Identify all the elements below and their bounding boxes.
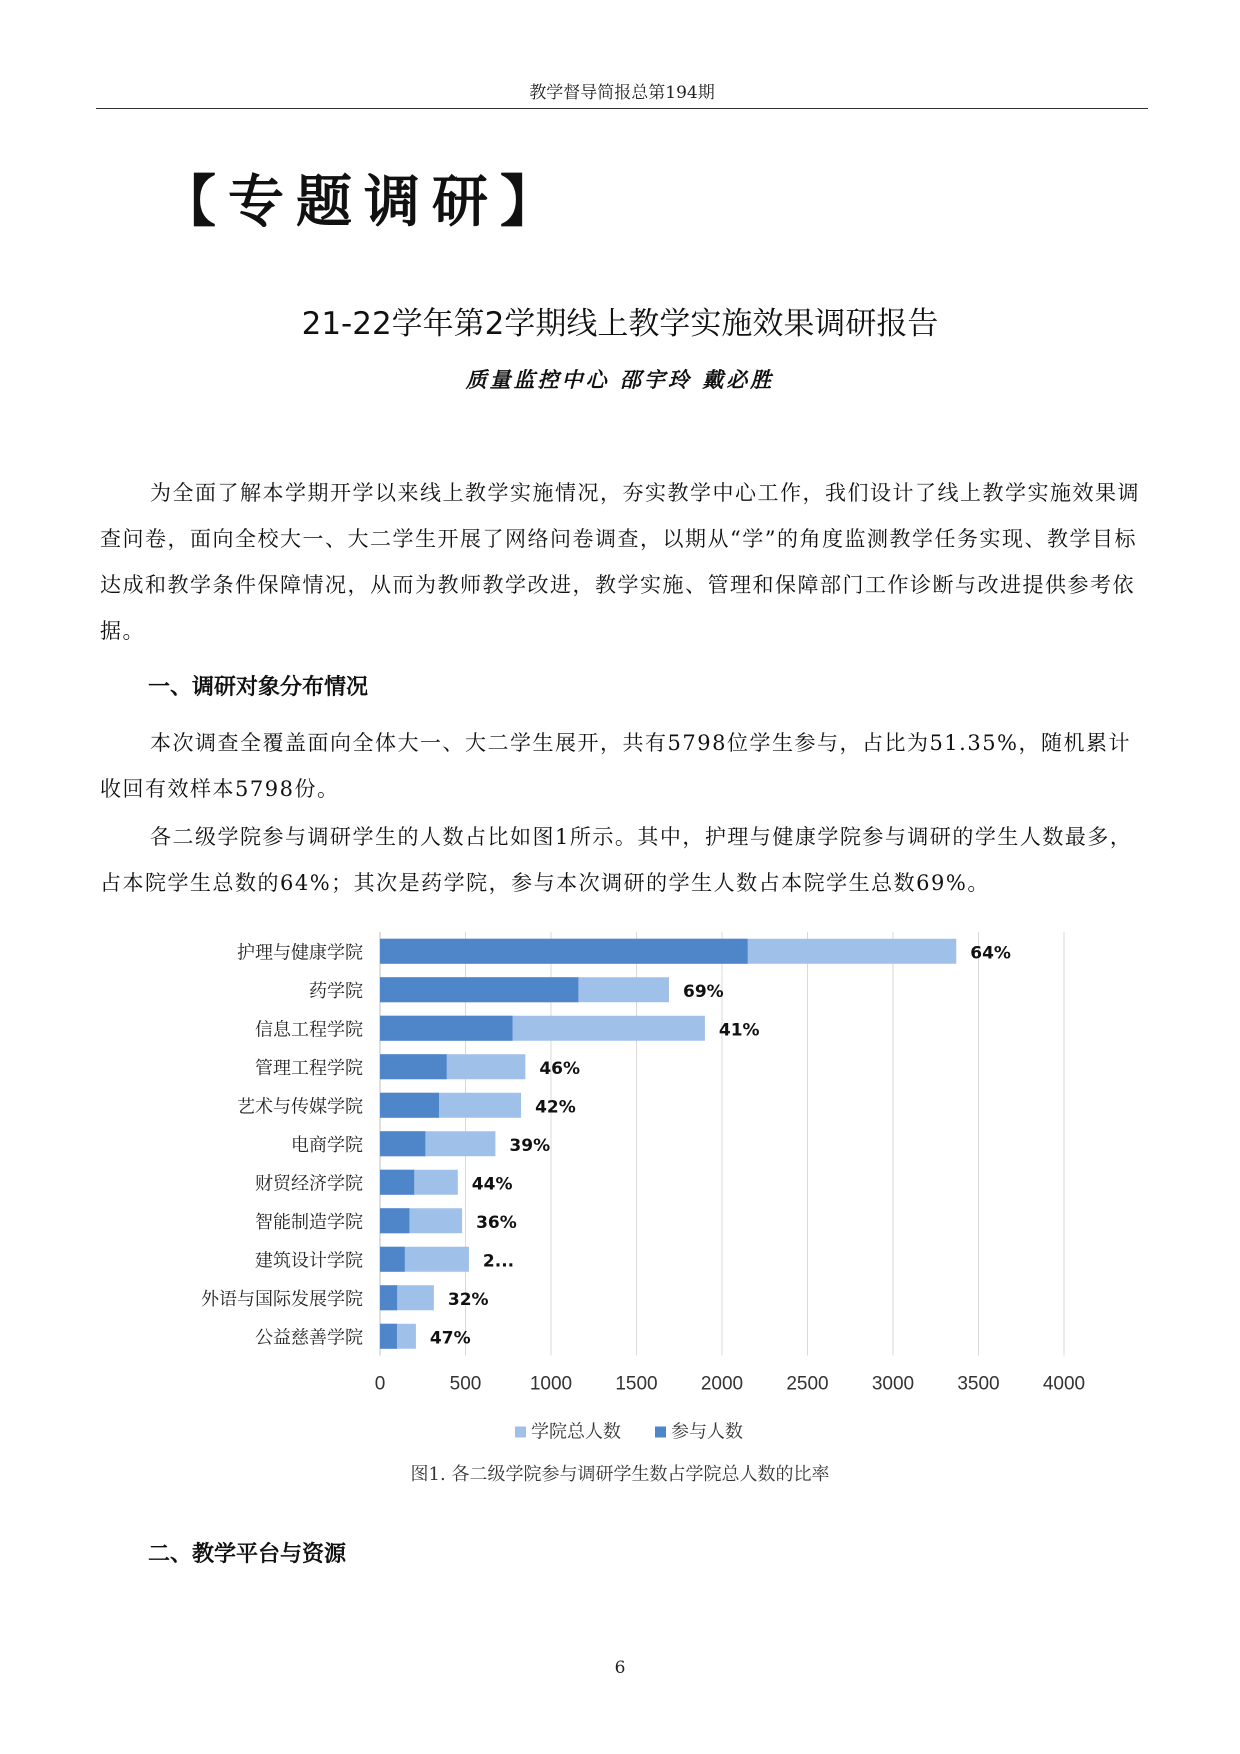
bar-participants — [380, 1093, 439, 1118]
survey-paragraph: 本次调查全覆盖面向全体大一、大二学生展开，共有5798位学生参与，占比为51.35%，随机累计收回有效样本5798份。 — [100, 731, 1132, 801]
category-label: 护理与健康学院 — [237, 942, 363, 964]
bar-participants — [380, 1054, 447, 1079]
data-label: 69% — [682, 981, 724, 1002]
bar-participants — [380, 1285, 397, 1310]
category-label: 药学院 — [309, 980, 363, 1002]
data-label: 39% — [509, 1135, 551, 1156]
category-label: 管理工程学院 — [255, 1057, 363, 1079]
bar-participants — [380, 939, 748, 964]
section-heading-2: 二、教学平台与资源 — [148, 1542, 347, 1567]
bar-participants — [380, 1208, 409, 1233]
distribution-paragraph: 各二级学院参与调研学生的人数占比如图1所示。其中，护理与健康学院参与调研的学生人数最多，占本院学生总数的64%；其次是药学院，参与本次调研的学生人数占本院学生总数69%。 — [100, 825, 1133, 895]
intro-paragraph: 为全面了解本学期开学以来线上教学实施情况，夯实教学中心工作，我们设计了线上教学实施效果调查问卷，面向全校大一、大二学生开展了网络问卷调查，以期从“学”的角度监测教学任务实现、教学目标达成和教学条件保障情况，从而为教师教学改进，教学实施、管理和保障部门工作诊断与改进提供参考依据。 — [100, 481, 1140, 643]
data-label: 47% — [429, 1328, 471, 1349]
legend-swatch — [655, 1427, 666, 1438]
bar-participants — [380, 1170, 414, 1195]
report-authors: 质量监控中心 邵宇玲 戴必胜 — [465, 367, 775, 392]
data-label: 36% — [476, 1212, 517, 1233]
category-label: 财贸经济学院 — [255, 1173, 363, 1195]
legend-swatch — [515, 1427, 526, 1438]
data-label: 64% — [970, 943, 1011, 964]
x-tick-label: 2500 — [786, 1373, 829, 1395]
category-label: 外语与国际发展学院 — [201, 1288, 363, 1310]
category-label: 电商学院 — [291, 1134, 363, 1156]
page-header — [96, 78, 1148, 109]
category-label: 信息工程学院 — [255, 1019, 363, 1041]
x-tick-label: 1500 — [615, 1373, 658, 1395]
x-tick-label: 2000 — [700, 1373, 744, 1395]
college-participation-chart — [160, 928, 1086, 1448]
legend-label: 学院总人数 — [531, 1421, 621, 1443]
legend-label: 参与人数 — [671, 1421, 743, 1443]
x-tick-label: 1000 — [529, 1373, 573, 1395]
category-label: 艺术与传媒学院 — [237, 1096, 363, 1118]
data-label: 42% — [535, 1097, 576, 1118]
bar-participants — [380, 1247, 405, 1272]
x-tick-label: 3000 — [871, 1373, 915, 1395]
data-label: 32% — [447, 1289, 489, 1310]
data-label: 41% — [718, 1020, 760, 1041]
bar-participants — [380, 1131, 425, 1156]
x-tick-label: 3500 — [957, 1373, 1000, 1395]
category-label: 建筑设计学院 — [255, 1250, 363, 1272]
category-label: 智能制造学院 — [255, 1211, 363, 1233]
section-heading-1: 一、调研对象分布情况 — [148, 675, 369, 700]
bar-participants — [380, 1324, 397, 1349]
bar-participants — [380, 977, 578, 1002]
figure-caption: 图1. 各二级学院参与调研学生数占学院总人数的比率 — [410, 1464, 830, 1485]
x-tick-label: 0 — [374, 1373, 386, 1395]
report-title: 21-22学年第2学期线上教学实施效果调研报告 — [301, 306, 939, 342]
x-tick-label: 4000 — [1042, 1373, 1086, 1395]
page-number: 6 — [614, 1658, 626, 1678]
section-banner: 【专题调研】 — [160, 170, 568, 235]
category-label: 公益慈善学院 — [255, 1327, 363, 1349]
data-label: 46% — [539, 1058, 581, 1079]
x-tick-label: 500 — [449, 1373, 482, 1395]
bar-participants — [380, 1016, 513, 1041]
header-title: 教学督导简报总第194期 — [529, 83, 715, 103]
data-label: 44% — [471, 1174, 513, 1195]
data-label: 2... — [482, 1251, 515, 1272]
